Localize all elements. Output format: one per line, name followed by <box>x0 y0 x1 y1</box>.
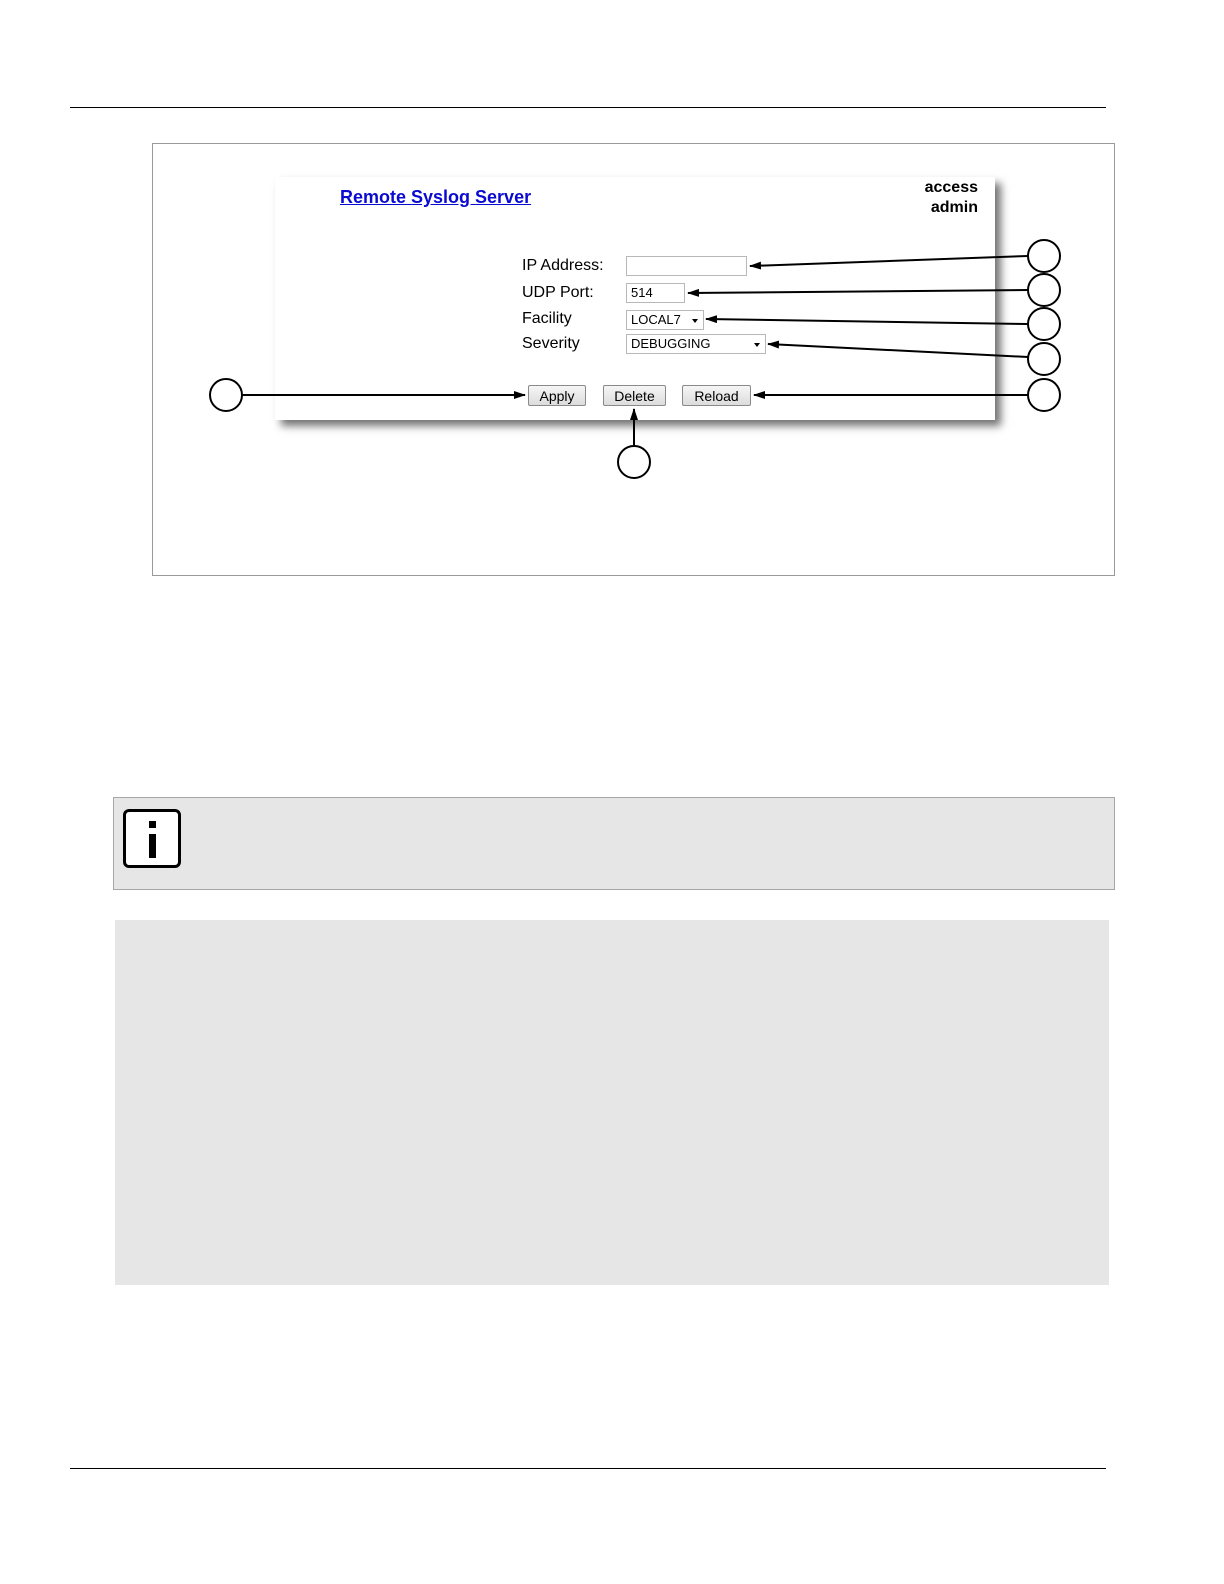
facility-value: LOCAL7 <box>631 312 681 327</box>
udp-port-label: UDP Port: <box>522 284 594 301</box>
udp-port-input[interactable]: 514 <box>626 283 685 303</box>
severity-label: Severity <box>522 335 580 352</box>
callout-arrow <box>706 319 1028 324</box>
callout-circle <box>1028 343 1060 375</box>
delete-button[interactable]: Delete <box>603 385 666 406</box>
callout-circle <box>1028 379 1060 411</box>
info-icon <box>123 809 181 868</box>
access-label: access <box>924 179 978 196</box>
callout-circle <box>618 446 650 478</box>
callout-arrow <box>688 290 1028 293</box>
apply-button[interactable]: Apply <box>528 385 586 406</box>
reload-button[interactable]: Reload <box>682 385 751 406</box>
callout-circle <box>1028 308 1060 340</box>
note-box <box>113 797 1115 890</box>
ip-address-label: IP Address: <box>522 257 604 274</box>
callout-circle <box>1028 274 1060 306</box>
facility-label: Facility <box>522 310 572 327</box>
callout-circle <box>210 379 242 411</box>
access-user: admin <box>930 199 978 216</box>
code-block <box>115 920 1109 1285</box>
callout-arrow <box>768 344 1028 357</box>
callout-circle <box>1028 240 1060 272</box>
page-title[interactable]: Remote Syslog Server <box>340 187 532 207</box>
severity-value: DEBUGGING <box>631 336 711 351</box>
callout-arrow <box>750 256 1028 266</box>
footer-rule <box>70 1468 1106 1469</box>
